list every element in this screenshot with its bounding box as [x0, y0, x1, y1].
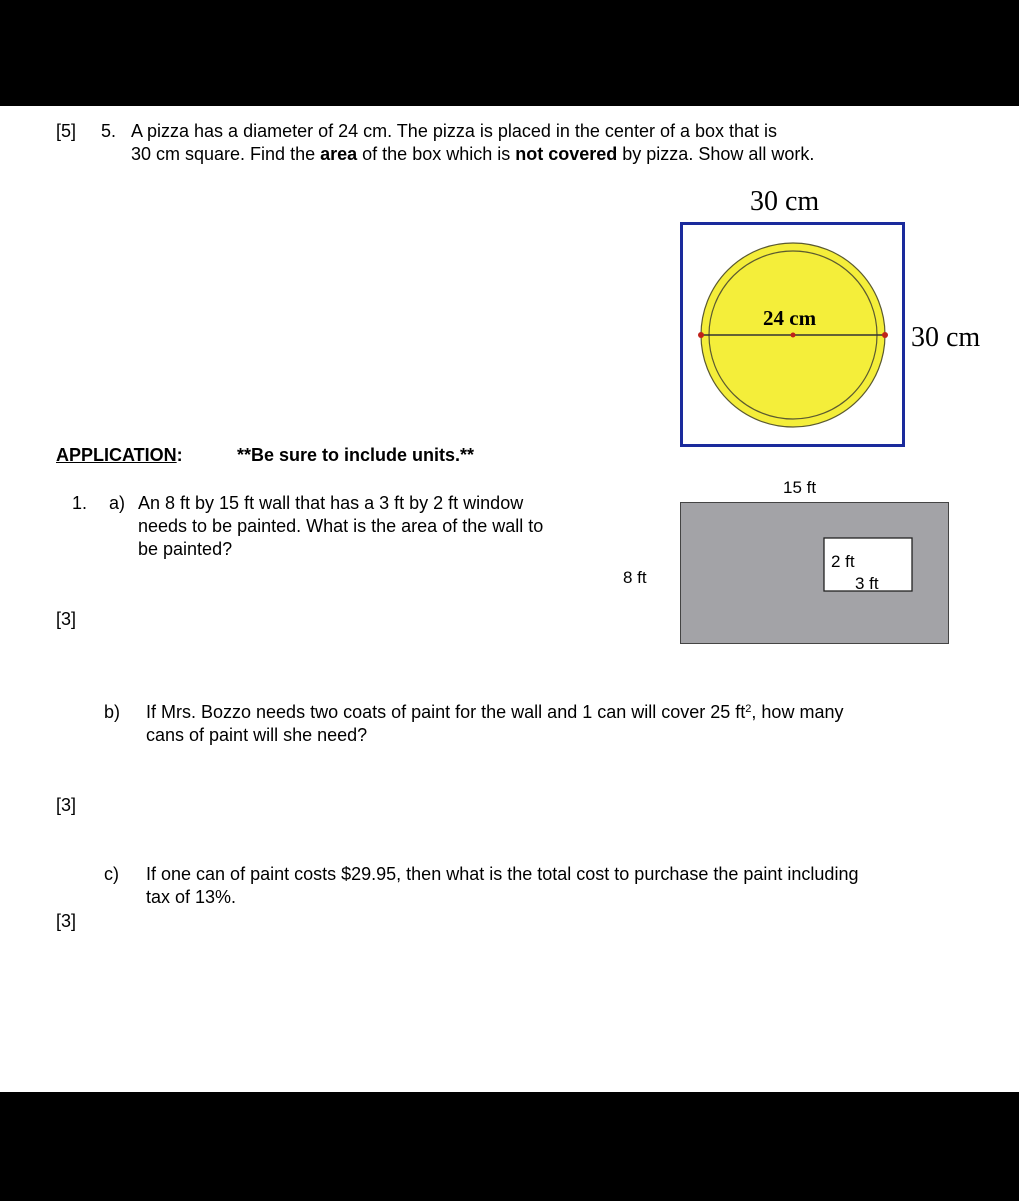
q1c-text-line2: tax of 13%.	[146, 887, 237, 907]
q1b-letter: b)	[104, 702, 121, 722]
application-heading: APPLICATION:	[56, 445, 183, 465]
pizza-box-diagram	[680, 222, 906, 448]
wall-diagram	[680, 502, 950, 645]
q1c-text-line1: If one can of paint costs $29.95, then what is the total cost to purchase the paint including	[146, 864, 859, 884]
q1a-text-line2: needs to be painted. What is the area of the wall to	[138, 516, 544, 536]
q1a-text-line1: An 8 ft by 15 ft wall that has a 3 ft by 2 ft window	[138, 493, 524, 513]
pizza-box-side-label: 30 cm	[911, 322, 981, 353]
units-note: **Be sure to include units.**	[237, 445, 475, 465]
pizza-box-top-label: 30 cm	[750, 186, 820, 217]
q5-text-line2: 30 cm square. Find the area of the box which is not covered by pizza. Show all work.	[131, 144, 815, 164]
diameter-center-point	[791, 333, 796, 338]
q1a-letter: a)	[109, 493, 126, 513]
q1c-letter: c)	[104, 864, 119, 884]
wall-top-label: 15 ft	[783, 478, 817, 497]
q5-marks: [5]	[56, 121, 77, 141]
q1-number: 1.	[72, 493, 88, 513]
diameter-left-point	[698, 332, 704, 338]
q5-text-line1: A pizza has a diameter of 24 cm. The pizza is placed in the center of a box that is	[131, 121, 778, 141]
q1b-marks: [3]	[56, 795, 77, 815]
q5-number: 5.	[101, 121, 117, 141]
q1c-marks: [3]	[56, 911, 77, 931]
q1b-text-line2: cans of paint will she need?	[146, 725, 368, 745]
q1b-text-line1: If Mrs. Bozzo needs two coats of paint for the wall and 1 can will cover 25 $ft^2$, how many	[146, 702, 844, 722]
worksheet-page	[0, 106, 1019, 1092]
window-height-label: 2 ft	[831, 552, 855, 571]
wall-side-label: 8 ft	[623, 568, 647, 587]
window-width-label: 3 ft	[855, 574, 879, 593]
diameter-right-point	[882, 332, 888, 338]
q1a-marks: [3]	[56, 609, 77, 629]
q1a-text-line3: be painted?	[138, 539, 233, 559]
pizza-diameter-label: 24 cm	[763, 306, 817, 330]
